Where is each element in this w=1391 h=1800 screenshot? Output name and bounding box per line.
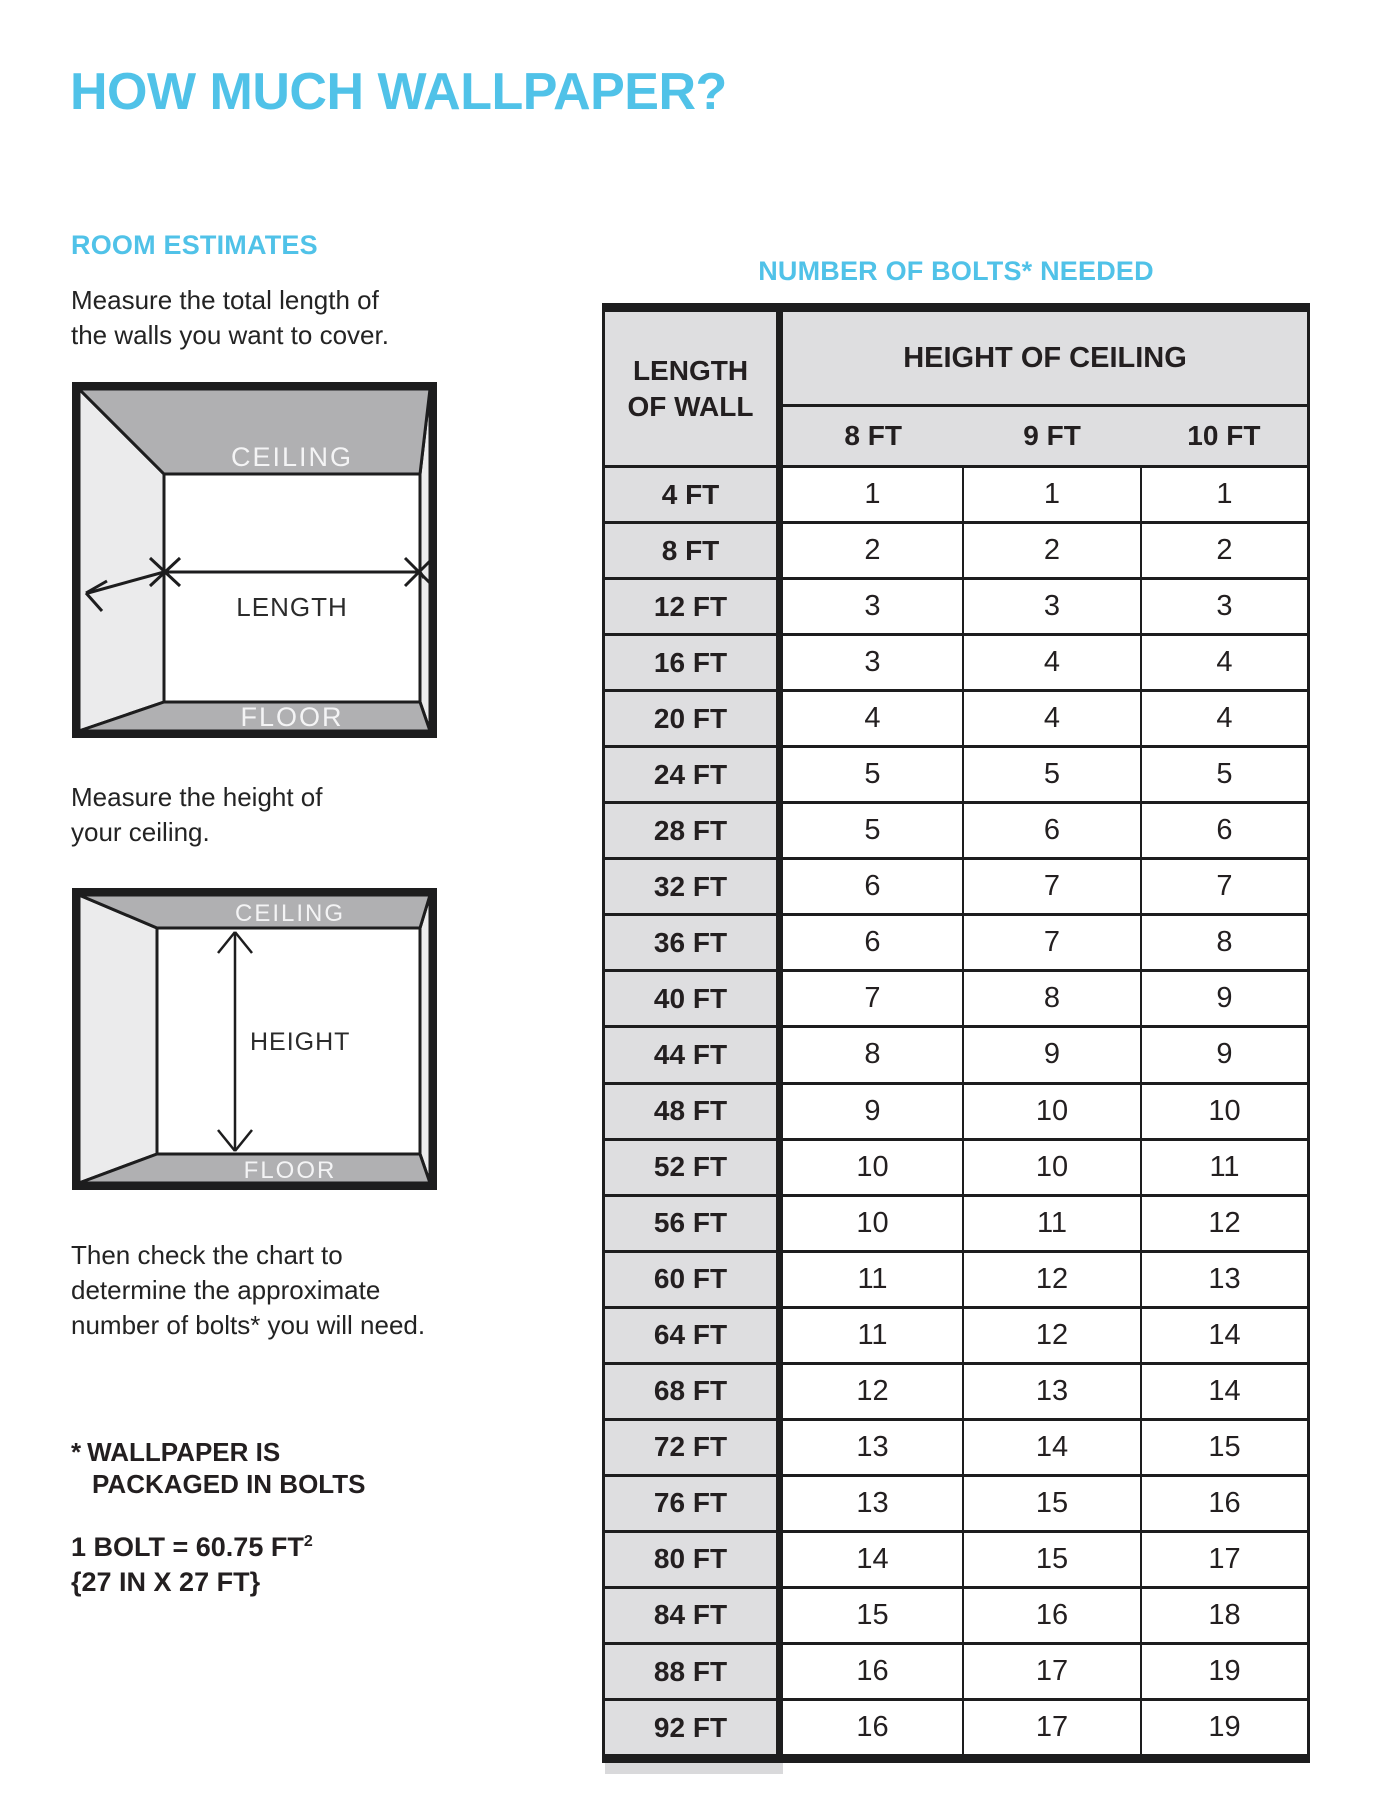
cell-value: 4	[962, 636, 1140, 689]
cell-value: 16	[962, 1589, 1140, 1642]
row-label: 28 FT	[605, 804, 783, 857]
cell-value: 14	[783, 1533, 962, 1586]
cell-value: 6	[783, 860, 962, 913]
table-heading: NUMBER OF BOLTS* NEEDED	[758, 256, 1154, 286]
instruction-height	[71, 780, 323, 850]
cell-value: 5	[962, 748, 1140, 801]
table-row	[605, 1589, 1307, 1645]
cell-value: 17	[962, 1701, 1140, 1754]
row-label: 24 FT	[605, 748, 783, 801]
cell-value: 16	[783, 1645, 962, 1698]
row-label: 4 FT	[605, 468, 783, 521]
cell-value: 9	[1140, 972, 1307, 1025]
table-row	[605, 1197, 1307, 1253]
instruction-chart-line3: number of bolts* you will need.	[71, 1310, 426, 1340]
cell-value: 15	[962, 1477, 1140, 1530]
instruction-length	[71, 283, 389, 353]
table-bottom-tab	[605, 1763, 783, 1774]
room-estimates-heading: ROOM ESTIMATES	[71, 230, 318, 260]
table-row	[605, 1085, 1307, 1141]
length-label: LENGTH	[236, 592, 348, 622]
instruction-height-line2: your ceiling.	[71, 817, 210, 847]
footnote-line2: PACKAGED IN BOLTS	[92, 1469, 366, 1499]
instruction-length-line1: Measure the total length of	[71, 285, 379, 315]
ceiling-label: CEILING	[230, 442, 354, 472]
height-label: HEIGHT	[250, 1028, 351, 1056]
cell-value: 12	[962, 1309, 1140, 1362]
floor-label: FLOOR	[243, 1157, 337, 1184]
cell-value: 7	[962, 860, 1140, 913]
cell-value: 4	[962, 692, 1140, 745]
row-label: 48 FT	[605, 1085, 783, 1138]
cell-value: 1	[1140, 468, 1307, 521]
row-label: 44 FT	[605, 1028, 783, 1081]
cell-value: 12	[783, 1365, 962, 1418]
cell-value: 15	[783, 1589, 962, 1642]
cell-value: 10	[1140, 1085, 1307, 1138]
cell-value: 6	[783, 916, 962, 969]
row-label: 40 FT	[605, 972, 783, 1025]
cell-value: 10	[962, 1141, 1140, 1194]
table-row	[605, 1028, 1307, 1084]
room-height-diagram	[72, 888, 437, 1190]
row-label: 84 FT	[605, 1589, 783, 1642]
asterisk: *	[71, 1437, 82, 1467]
cell-value: 5	[783, 804, 962, 857]
table-row	[605, 1701, 1307, 1754]
table-row	[605, 916, 1307, 972]
cell-value: 1	[783, 468, 962, 521]
row-header-cell	[605, 312, 783, 465]
table-row	[605, 524, 1307, 580]
table-row	[605, 804, 1307, 860]
cell-value: 2	[962, 524, 1140, 577]
cell-value: 2	[783, 524, 962, 577]
cell-value: 6	[1140, 804, 1307, 857]
table-row	[605, 1309, 1307, 1365]
cell-value: 3	[1140, 580, 1307, 633]
cell-value: 5	[783, 748, 962, 801]
bolts-table	[602, 303, 1310, 1763]
column-header-10ft: 10 FT	[1187, 420, 1261, 451]
row-label: 76 FT	[605, 1477, 783, 1530]
row-label: 56 FT	[605, 1197, 783, 1250]
cell-value: 14	[1140, 1309, 1307, 1362]
cell-value: 17	[1140, 1533, 1307, 1586]
cell-value: 12	[1140, 1197, 1307, 1250]
instruction-chart-line2: determine the approximate	[71, 1275, 381, 1305]
table-row	[605, 860, 1307, 916]
cell-value: 17	[962, 1645, 1140, 1698]
floor-label: FLOOR	[240, 702, 344, 732]
footnote-line1	[71, 1436, 365, 1468]
cell-value: 9	[783, 1085, 962, 1138]
table-row	[605, 1421, 1307, 1477]
cell-value: 15	[1140, 1421, 1307, 1474]
cell-value: 12	[962, 1253, 1140, 1306]
table-row	[605, 1141, 1307, 1197]
row-label: 32 FT	[605, 860, 783, 913]
bolt-sup: 2	[303, 1533, 313, 1550]
row-label: 80 FT	[605, 1533, 783, 1586]
column-group-header: HEIGHT OF CEILING	[783, 312, 1307, 407]
row-label: 16 FT	[605, 636, 783, 689]
table-row	[605, 580, 1307, 636]
row-label: 12 FT	[605, 580, 783, 633]
room-length-diagram	[72, 382, 437, 738]
cell-value: 13	[783, 1477, 962, 1530]
cell-value: 4	[1140, 692, 1307, 745]
cell-value: 3	[783, 636, 962, 689]
ceiling-label: CEILING	[234, 900, 346, 927]
cell-value: 7	[1140, 860, 1307, 913]
bolt-dimensions: {27 IN X 27 FT}	[71, 1567, 261, 1597]
cell-value: 19	[1140, 1701, 1307, 1754]
table-row	[605, 636, 1307, 692]
cell-value: 8	[962, 972, 1140, 1025]
cell-value: 2	[1140, 524, 1307, 577]
cell-value: 10	[783, 1197, 962, 1250]
cell-value: 18	[1140, 1589, 1307, 1642]
row-header-line1: LENGTH	[632, 354, 749, 386]
row-header-line2: OF WALL	[627, 390, 754, 422]
cell-value: 5	[1140, 748, 1307, 801]
table-row	[605, 1645, 1307, 1701]
cell-value: 10	[962, 1085, 1140, 1138]
table-row	[605, 692, 1307, 748]
cell-value: 13	[962, 1365, 1140, 1418]
cell-value: 11	[783, 1309, 962, 1362]
cell-value: 7	[962, 916, 1140, 969]
column-header-8ft: 8 FT	[844, 420, 902, 451]
cell-value: 19	[1140, 1645, 1307, 1698]
cell-value: 11	[962, 1197, 1140, 1250]
cell-value: 11	[1140, 1141, 1307, 1194]
instruction-chart	[71, 1238, 425, 1343]
row-label: 68 FT	[605, 1365, 783, 1418]
row-label: 60 FT	[605, 1253, 783, 1306]
cell-value: 4	[1140, 636, 1307, 689]
table-header	[605, 312, 1307, 468]
column-header-area	[783, 312, 1307, 465]
row-label: 72 FT	[605, 1421, 783, 1474]
row-label: 36 FT	[605, 916, 783, 969]
footnote-text1: WALLPAPER IS	[87, 1437, 281, 1467]
row-label: 20 FT	[605, 692, 783, 745]
cell-value: 10	[783, 1141, 962, 1194]
bolt-size-info	[71, 1524, 313, 1600]
instruction-height-line1: Measure the height of	[71, 782, 323, 812]
table-row	[605, 972, 1307, 1028]
column-headers	[783, 407, 1307, 465]
cell-value: 16	[783, 1701, 962, 1754]
instruction-length-line2: the walls you want to cover.	[71, 320, 389, 350]
table-row	[605, 468, 1307, 524]
table-row	[605, 1533, 1307, 1589]
bolt-equation-text: 1 BOLT = 60.75 FT	[71, 1532, 304, 1562]
cell-value: 8	[783, 1028, 962, 1081]
table-row	[605, 1253, 1307, 1309]
cell-value: 1	[962, 468, 1140, 521]
instruction-chart-line1: Then check the chart to	[71, 1240, 343, 1270]
column-header-9ft: 9 FT	[1023, 420, 1081, 451]
row-label: 64 FT	[605, 1309, 783, 1362]
cell-value: 9	[1140, 1028, 1307, 1081]
cell-value: 7	[783, 972, 962, 1025]
cell-value: 15	[962, 1533, 1140, 1586]
cell-value: 3	[962, 580, 1140, 633]
row-label: 88 FT	[605, 1645, 783, 1698]
row-label: 52 FT	[605, 1141, 783, 1194]
page-title: HOW MUCH WALLPAPER?	[70, 63, 727, 121]
left-wall	[79, 895, 157, 1183]
cell-value: 13	[783, 1421, 962, 1474]
cell-value: 16	[1140, 1477, 1307, 1530]
cell-value: 9	[962, 1028, 1140, 1081]
bolts-footnote	[71, 1436, 365, 1500]
bolt-equation	[71, 1524, 313, 1565]
table-row	[605, 1365, 1307, 1421]
cell-value: 4	[783, 692, 962, 745]
cell-value: 6	[962, 804, 1140, 857]
row-label: 92 FT	[605, 1701, 783, 1754]
back-wall	[164, 474, 420, 702]
cell-value: 14	[1140, 1365, 1307, 1418]
cell-value: 14	[962, 1421, 1140, 1474]
cell-value: 11	[783, 1253, 962, 1306]
table-row	[605, 1477, 1307, 1533]
table-body	[605, 468, 1307, 1754]
cell-value: 3	[783, 580, 962, 633]
row-label: 8 FT	[605, 524, 783, 577]
table-row	[605, 748, 1307, 804]
cell-value: 13	[1140, 1253, 1307, 1306]
cell-value: 8	[1140, 916, 1307, 969]
